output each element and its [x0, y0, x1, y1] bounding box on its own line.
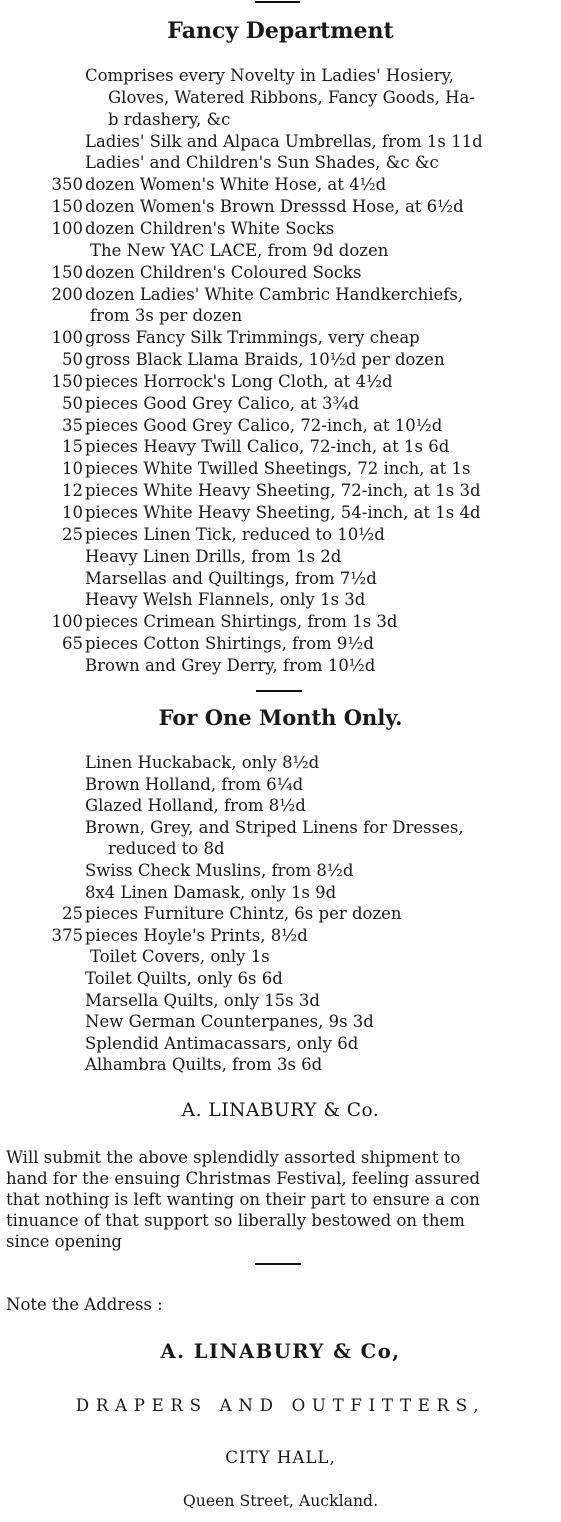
list-item: [0, 370, 561, 393]
list-item: [0, 348, 561, 371]
list-item: [0, 195, 561, 218]
address-street: Queen Street, Auckland.: [182, 1491, 379, 1510]
list-item: [0, 326, 561, 349]
item-description: pieces Heavy Twill Calico, 72-inch, at 1s 6d: [85, 437, 450, 457]
item-description: pieces Cotton Shirtings, from 9½d: [85, 634, 374, 654]
item-quantity: 100: [51, 612, 83, 632]
item-description: pieces Hoyle's Prints, 8½d: [85, 925, 308, 945]
list-item: [0, 261, 561, 284]
list-item: [0, 283, 561, 306]
list-item: [0, 632, 561, 655]
list-item: [0, 479, 561, 502]
item-description: pieces Furniture Chintz, 6s per dozen: [85, 904, 402, 924]
item-description: b rdashery, &c: [108, 109, 231, 129]
list-item: [0, 217, 561, 240]
item-description: Toilet Covers, only 1s: [90, 947, 270, 967]
item-quantity: 50: [62, 393, 83, 413]
list-item: [0, 457, 561, 480]
list-item: [0, 794, 561, 817]
list-item: [0, 173, 561, 196]
list-item: [0, 588, 561, 611]
item-description: Splendid Antimacassars, only 6d: [85, 1033, 359, 1053]
item-description: dozen Ladies' White Cambric Handkerchiefs,: [85, 284, 464, 304]
item-description: New German Counterpanes, 9s 3d: [85, 1012, 374, 1032]
item-description: dozen Children's Coloured Socks: [85, 262, 362, 282]
item-description: Brown, Grey, and Striped Linens for Dresses,: [85, 817, 464, 837]
item-description: Heavy Linen Drills, from 1s 2d: [85, 546, 342, 566]
list-item: [0, 64, 561, 87]
item-quantity: 100: [51, 218, 83, 238]
address-trade: DRAPERS AND OUTFITTERS,: [75, 1396, 486, 1416]
list-item: [0, 989, 561, 1012]
item-quantity: 25: [62, 904, 83, 924]
item-quantity: 375: [51, 925, 83, 945]
item-quantity: 150: [51, 197, 83, 217]
item-description: dozen Women's Brown Dresssd Hose, at 6½d: [85, 197, 464, 217]
list-item: [0, 523, 561, 546]
note-the-address: Note the Address :: [6, 1295, 163, 1314]
section-rule-2: [255, 1263, 301, 1265]
item-description: gross Fancy Silk Trimmings, very cheap: [85, 328, 420, 348]
list-item: [0, 1010, 561, 1033]
fancy-department-heading: Fancy Department: [167, 18, 394, 44]
item-quantity: 65: [62, 634, 83, 654]
list-item: [0, 414, 561, 437]
item-description: gross Black Llama Braids, 10½d per dozen: [85, 350, 445, 370]
item-description: Marsella Quilts, only 15s 3d: [85, 990, 320, 1010]
item-quantity: 100: [51, 328, 83, 348]
item-description: dozen Women's White Hose, at 4½d: [85, 175, 387, 195]
closing-line: since opening: [6, 1232, 122, 1251]
item-description: Ladies' and Children's Sun Shades, &c &c: [85, 153, 439, 173]
item-quantity: 12: [62, 481, 83, 501]
item-description: Ladies' Silk and Alpaca Umbrellas, from 1s 11d: [85, 131, 483, 151]
one-month-heading: For One Month Only.: [158, 705, 403, 730]
item-description: Linen Huckaback, only 8½d: [85, 753, 320, 772]
item-description: Gloves, Watered Ribbons, Fancy Goods, Ha-: [108, 87, 475, 107]
item-quantity: 25: [62, 524, 83, 544]
item-description: pieces White Heavy Sheeting, 54-inch, at 1s 4d: [85, 503, 481, 522]
item-description: pieces Good Grey Calico, 72-inch, at 10½d: [85, 415, 443, 435]
closing-line: hand for the ensuing Christmas Festival, feeling assured: [6, 1169, 481, 1188]
item-description: 8x4 Linen Damask, only 1s 9d: [85, 882, 337, 902]
item-description: The New YAC LACE, from 9d dozen: [90, 240, 389, 260]
list-item: [0, 392, 561, 415]
item-description: Glazed Holland, from 8½d: [85, 796, 306, 816]
list-item: [0, 967, 561, 990]
item-quantity: 200: [51, 284, 83, 304]
list-item: [0, 773, 561, 796]
section-rule-1: [256, 690, 302, 692]
item-description: dozen Children's White Socks: [85, 218, 335, 238]
list-item: [0, 816, 561, 839]
item-description: pieces Crimean Shirtings, from 1s 3d: [85, 612, 398, 632]
item-description: Brown Holland, from 6¼d: [85, 774, 304, 794]
list-item: [0, 1053, 561, 1076]
list-item: [0, 837, 561, 860]
top-rule: [255, 1, 300, 3]
item-quantity: 10: [62, 503, 83, 522]
list-item: [0, 654, 561, 677]
list-item: [0, 567, 561, 590]
item-quantity: 35: [62, 415, 83, 435]
item-description: Alhambra Quilts, from 3s 6d: [85, 1055, 323, 1075]
item-quantity: 150: [51, 262, 83, 282]
list-item: [0, 881, 561, 904]
list-item: [0, 545, 561, 568]
firm-heading: A. LINABURY & Co.: [181, 1099, 380, 1121]
list-item: [0, 239, 561, 262]
list-item: [0, 108, 561, 131]
list-item: [0, 1032, 561, 1055]
item-description: Heavy Welsh Flannels, only 1s 3d: [85, 590, 366, 610]
list-item: [0, 151, 561, 174]
item-description: pieces Good Grey Calico, at 3¾d: [85, 393, 360, 413]
item-quantity: 150: [51, 371, 83, 391]
closing-line: Will submit the above splendidly assorted shipment to: [6, 1148, 461, 1167]
list-item: [0, 435, 561, 458]
list-item: [0, 86, 561, 109]
list-item: [0, 751, 561, 774]
address-firm-name: A. LINABURY & Co,: [160, 1339, 401, 1363]
list-item: [0, 501, 561, 524]
item-quantity: 350: [51, 175, 83, 195]
item-description: pieces White Heavy Sheeting, 72-inch, at 1s 3d: [85, 481, 481, 501]
item-description: Comprises every Novelty in Ladies' Hosiery,: [85, 66, 455, 85]
item-description: pieces Horrock's Long Cloth, at 4½d: [85, 371, 393, 391]
item-quantity: 15: [62, 437, 83, 457]
list-item: [0, 304, 561, 327]
closing-line: that nothing is left wanting on their part to ensure a con: [6, 1190, 480, 1209]
list-item: [0, 130, 561, 153]
list-item: [0, 859, 561, 882]
item-description: reduced to 8d: [108, 839, 225, 859]
list-item: [0, 924, 561, 947]
item-description: Brown and Grey Derry, from 10½d: [85, 655, 376, 675]
address-building: CITY HALL,: [225, 1448, 336, 1468]
item-quantity: 50: [62, 350, 83, 370]
item-description: Toilet Quilts, only 6s 6d: [85, 969, 283, 988]
item-description: pieces Linen Tick, reduced to 10½d: [85, 524, 385, 544]
closing-line: tinuance of that support so liberally bestowed on them: [6, 1211, 465, 1230]
list-item: [0, 945, 561, 968]
item-description: Marsellas and Quiltings, from 7½d: [85, 568, 377, 588]
item-description: from 3s per dozen: [90, 306, 243, 326]
list-item: [0, 902, 561, 925]
item-description: pieces White Twilled Sheetings, 72 inch, at 1s: [85, 459, 471, 479]
item-description: Swiss Check Muslins, from 8½d: [85, 861, 354, 880]
list-item: [0, 610, 561, 633]
item-quantity: 10: [62, 459, 83, 479]
